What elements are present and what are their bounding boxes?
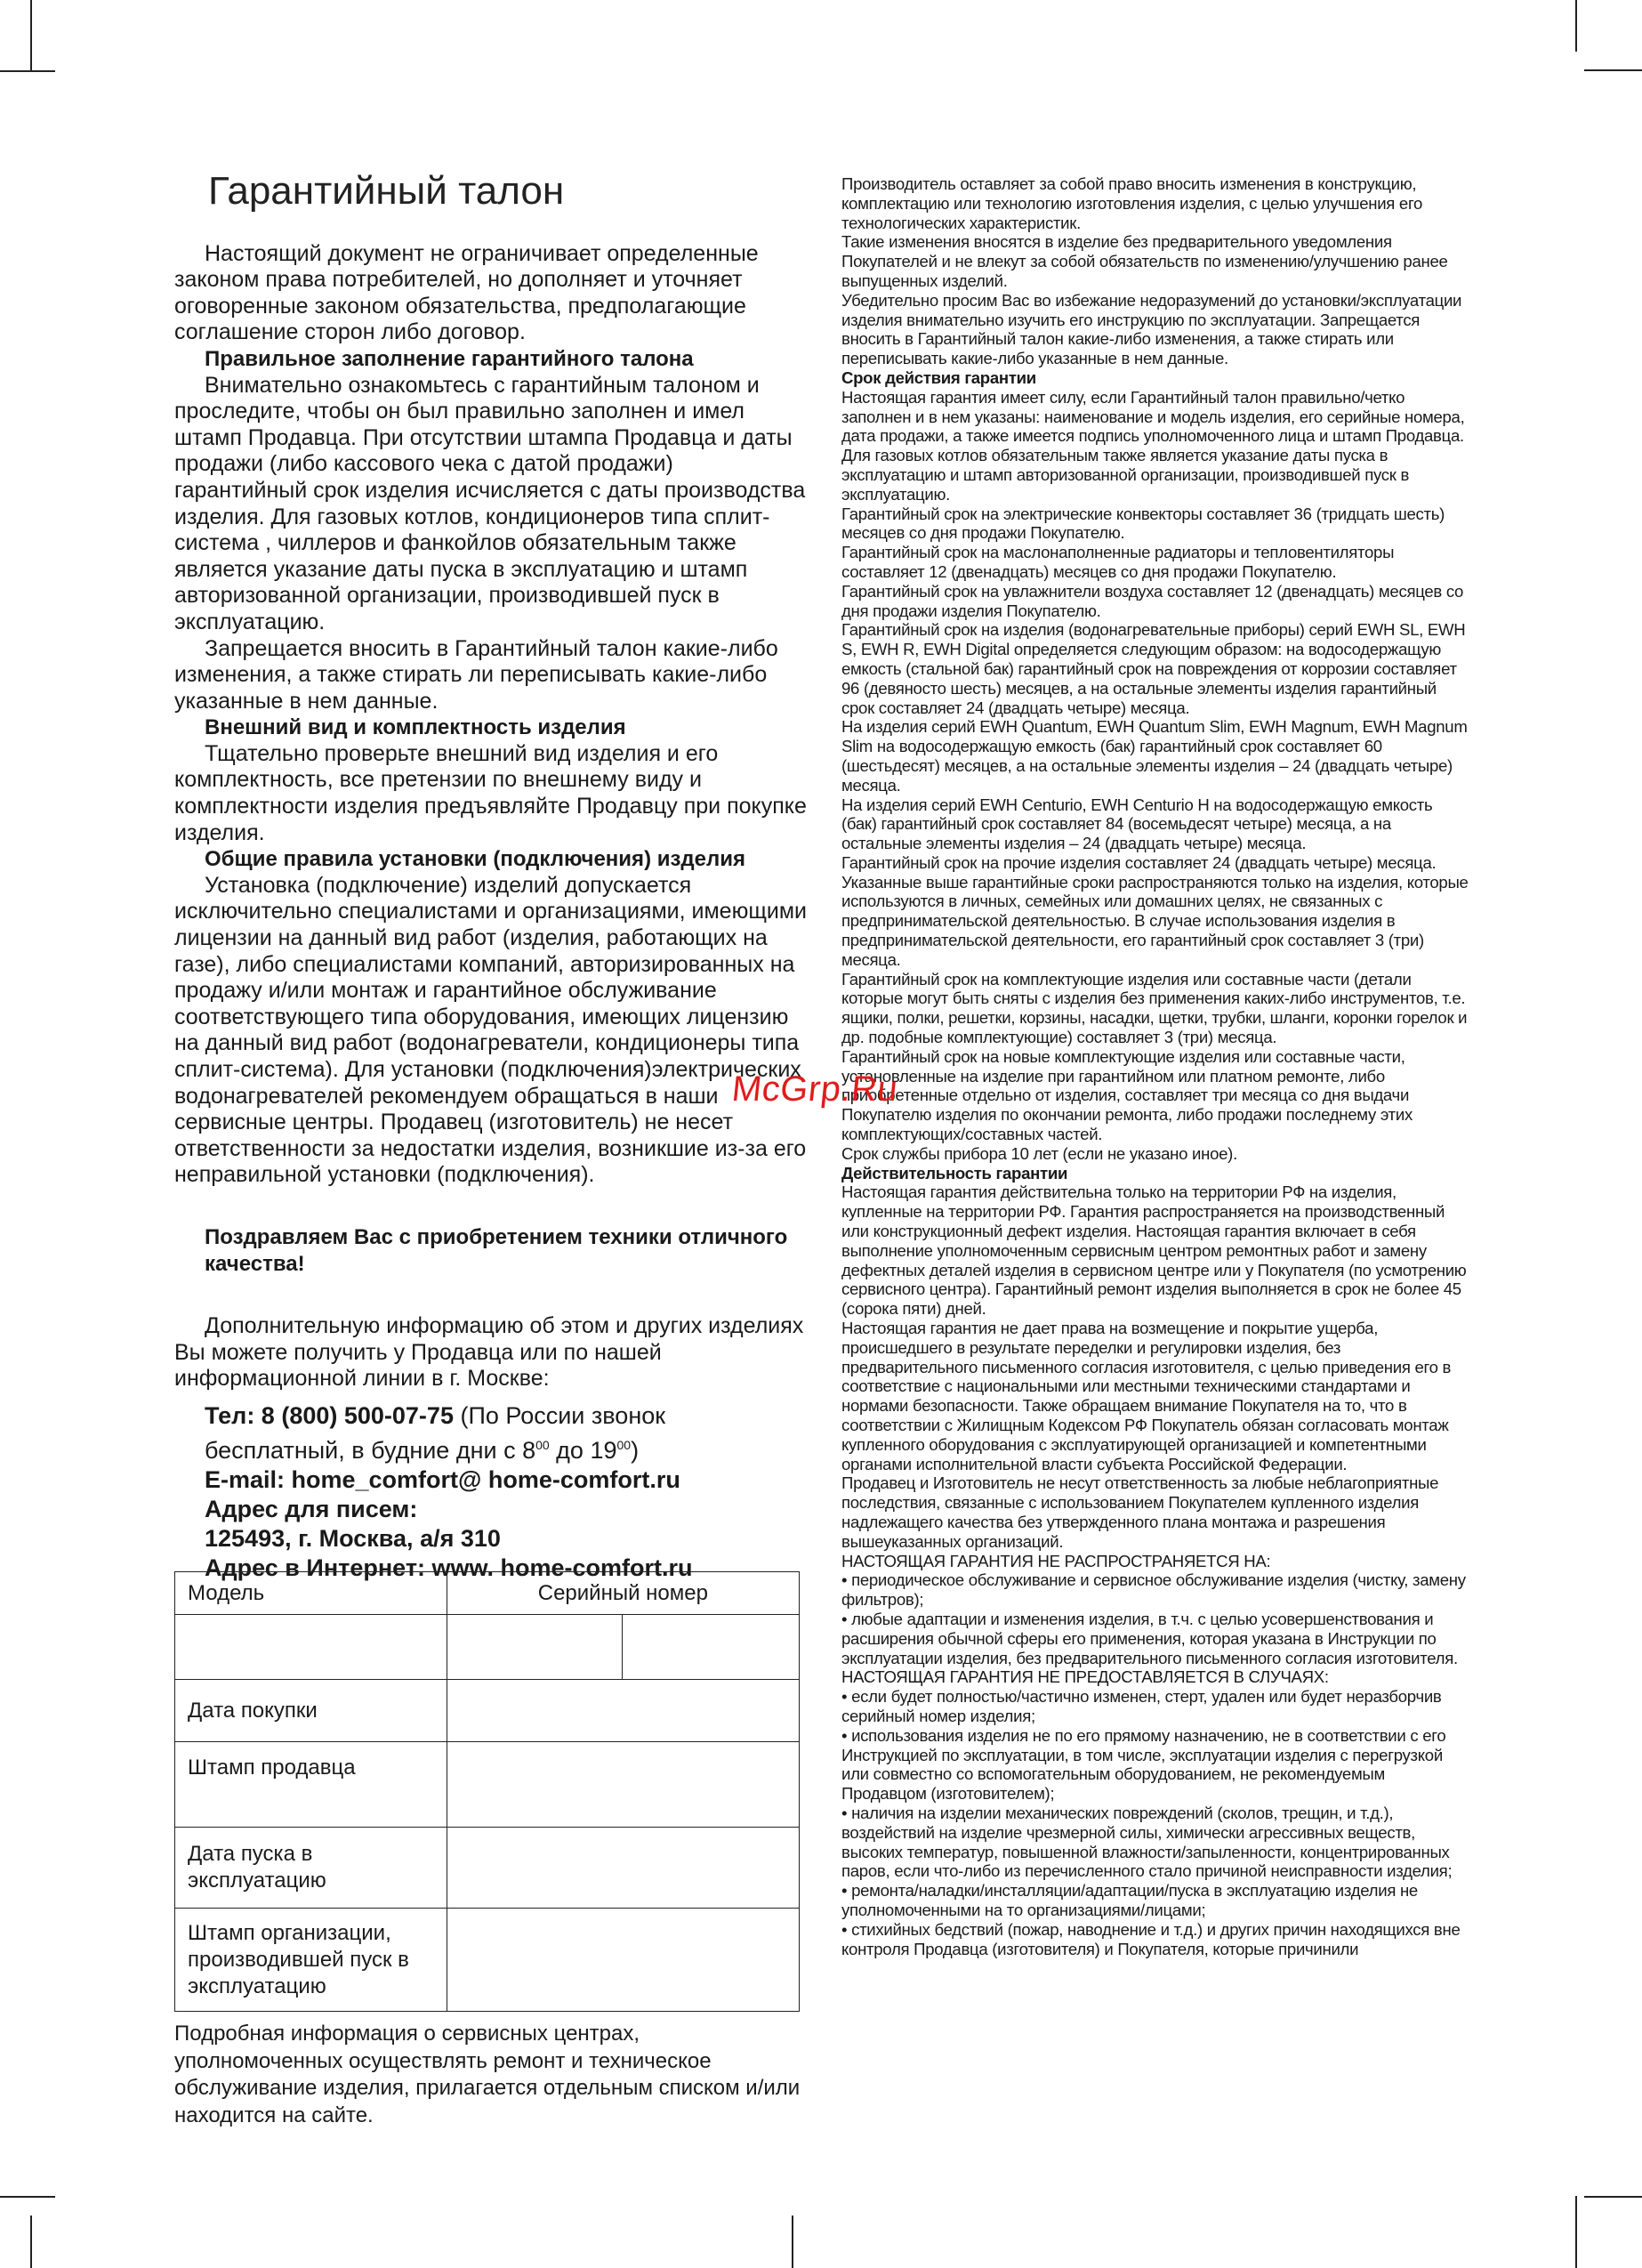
phone-line bbox=[205, 1401, 808, 1465]
right-paragraph: • любые адаптации и изменения изделия, в т.ч. с целью усовершенствования и расширения обычной сферы его применения, которая указана в Инструкции по эксплуатации изделия, без предварительного письменного согласия изготовителя. bbox=[841, 1609, 1458, 1667]
right-paragraph: На изделия серий EWH Centurio, EWH Centurio H на водосодержащую емкость (бак) гарантийный срок составляет 84 (восемьдесят четыре) месяца, а на остальные элементы изделия – 24 (двадцать четыре) месяца. bbox=[841, 795, 1433, 853]
right-paragraph: НАСТОЯЩАЯ ГАРАНТИЯ НЕ ПРЕДОСТАВЛЯЕТСЯ В СЛУЧАЯХ: bbox=[841, 1667, 1329, 1687]
section-paragraph: Тщательно проверьте внешний вид изделия и его комплектность, все претензии по внешнему виду и комплектности изделия предъявляйте Продавцу при покупке изделия. bbox=[174, 740, 807, 845]
form-entry-row bbox=[175, 1615, 800, 1680]
right-paragraph: Срок службы прибора 10 лет (если не указано иное). bbox=[841, 1143, 1237, 1163]
crop-mark bbox=[30, 0, 32, 71]
seller-stamp-field[interactable] bbox=[447, 1742, 799, 1828]
section-appearance bbox=[174, 714, 808, 846]
intro-paragraph: Настоящий документ не ограничивает определенные законом права потребителей, но дополняет и уточняет оговоренные законом обязательства, предполагающие соглашение сторон либо договор. bbox=[174, 240, 759, 345]
org-stamp-field[interactable] bbox=[447, 1909, 799, 2012]
crop-mark bbox=[30, 2216, 32, 2268]
hour-from-sup: 00 bbox=[535, 1437, 550, 1452]
address-label-line bbox=[205, 1495, 808, 1524]
section-paragraph: Установка (подключение) изделий допускается исключительно специалистами и организациями, имеющими лицензии на данный вид работ (изделия, работающих на газе), либо специалистами компаний, авторизированных на продажу и/или монтаж и гарантийное обслуживание соответствующего типа оборудования, имеющих лицензию на данный вид работ (водонагреватели, кондиционеры типа сплит-система). Для установки (подключения)электрических водонагревателей рекомендуем обращаться в наши сервисные центры. Продавец (изготовитель) не несет ответственности за недостатки изделия, возникшие из-за его неправильной установки (подключения). bbox=[174, 872, 808, 1188]
right-paragraph: Гарантийный срок на прочие изделия составляет 24 (двадцать четыре) месяца. Указанные выше гарантийные сроки распространяются только на изделия, которые используются в личных, семейных или домашних целях, не связанных с предпринимательской деятельностью. В случае использования изделия в предпринимательской деятельности, его гарантийный срок составляет 3 (три) месяца. bbox=[841, 852, 1469, 969]
crop-mark bbox=[792, 2216, 793, 2268]
seller-stamp-row bbox=[175, 1742, 800, 1828]
startup-date-field[interactable] bbox=[447, 1828, 799, 1909]
right-paragraph: • наличия на изделии механических повреждений (сколов, трещин, и т.д.), воздействий на изделие чрезмерной силы, химически агрессивных веществ, высоких температур, повышенной влажности/запыленности, концентрированных паров, если что-либо из перечисленного стало причиной неисправности изделия; bbox=[841, 1803, 1453, 1881]
page-title: Гарантийный талон bbox=[208, 169, 565, 213]
org-stamp-row bbox=[175, 1909, 800, 2012]
right-paragraph: Настоящая гарантия имеет силу, если Гарантийный талон правильно/четко заполнен и в нем указаны: наименование и модель изделия, его серийные номера, дата продажи, а также имеется подпись уполномоченного лица и штамп Продавца. Для газовых котлов обязательным также является указание даты пуска в эксплуатацию и штамп авторизованной организации, производившей пуск в эксплуатацию. bbox=[841, 387, 1465, 504]
section-paragraph: Внимательно ознакомьтесь с гарантийным талоном и проследите, чтобы он был правильно заполнен и имел штамп Продавца. При отсутствии штампа Продавца и даты продажи (либо кассового чека с датой продажи) гарантийный срок изделия исчисляется с даты производства изделия. Для газовых котлов, кондиционеров типа сплит-система , чиллеров и фанкойлов обязательным также является указание даты пуска в эксплуатацию и штамп авторизованной организации, производившей пуск в эксплуатацию. bbox=[174, 372, 806, 634]
right-section-heading: Срок действия гарантии bbox=[841, 367, 1036, 387]
more-info-paragraph: Дополнительную информацию об этом и других изделиях Вы можете получить у Продавца или по нашей информационной линии в г. Москве: bbox=[174, 1312, 804, 1392]
left-column bbox=[174, 169, 808, 1583]
phone-number[interactable]: Тел: 8 (800) 500-07-75 bbox=[205, 1401, 454, 1429]
phone-note-to: до 19 bbox=[549, 1436, 617, 1464]
purchase-date-label: Дата покупки bbox=[175, 1680, 447, 1742]
right-paragraph: Продавец и Изготовитель не несут ответственность за любые неблагоприятные последствия, связанные с использованием Покупателем купленного изделия надлежащего качества без утвержденного плана монтажа и разрешения вышеуказанных организаций. bbox=[841, 1473, 1439, 1551]
right-paragraph: Гарантийный срок на новые комплектующие изделия или составные части, установленные на изделие при гарантийном или платном ремонте, либо приобретенные отдельно от изделия, составляет три месяца со дня выдачи Покупателю изделия по окончании ремонта, либо продажи последнему этих комплектующих/составных частей. bbox=[841, 1046, 1413, 1144]
right-paragraph: • использования изделия не по его прямому назначению, не в соответствии с его Инструкцией по эксплуатации, в том числе, эксплуатации изделия с перегрузкой или совместно со вспомогательным оборудованием, не рекомендуемым Продавцом (изготовителем); bbox=[841, 1725, 1446, 1804]
email-text[interactable]: E-mail: home_comfort@ home-comfort.ru bbox=[205, 1465, 680, 1493]
address-label: Адрес для писем: bbox=[205, 1495, 418, 1522]
serial-field-1[interactable] bbox=[447, 1615, 623, 1680]
right-paragraph: Настоящая гарантия не дает права на возмещение и покрытие ущерба, происшедшего в результате переделки и регулировки изделия, без предварительного письменного согласия изготовителя, с целью приведения его в соответствие с национальными или местными техническими стандартами и нормами безопасности. Также обращаем внимание Покупателя на то, что в соответствии с Жилищным Кодексом РФ Покупатель обязан согласовать монтаж купленного оборудования с эксплуатирующей организацией и компетентными органами исполнительной власти субъекта Российской Федерации. bbox=[841, 1319, 1452, 1473]
purchase-date-field[interactable] bbox=[447, 1680, 799, 1742]
congratulations-text: Поздравляем Вас с приобретением техники отличного качества! bbox=[205, 1224, 788, 1276]
watermark-logo: McGrp.Ru bbox=[729, 1069, 900, 1109]
phone-note-end: ) bbox=[631, 1436, 640, 1464]
right-paragraph: Гарантийный срок на изделия (водонагревательные приборы) серий EWH SL, EWH S, EWH R, EWH Digital определяется следующим образом: на водосодержащую емкость (стальной бак) гарантийный срок на повреждения от коррозии составляет 96 (девяносто шесть) месяцев, а на остальные элементы изделия гарантийный срок составляет 24 (двадцать четыре) месяца. bbox=[841, 620, 1466, 717]
contacts-block bbox=[174, 1401, 808, 1583]
service-centers-note: Подробная информация о сервисных центрах, уполномоченных осуществлять ремонт и техническое обслуживание изделия, прилагается отдельным списком и/или находится на сайте. bbox=[174, 2022, 801, 2127]
right-paragraph: Гарантийный срок на электрические конвекторы составляет 36 (тридцать шесть) месяцев со дня продажи Покупателю. bbox=[841, 504, 1445, 543]
startup-date-row bbox=[175, 1828, 800, 1909]
crop-mark bbox=[1575, 2196, 1577, 2268]
crop-mark bbox=[1575, 0, 1577, 52]
org-stamp-label: Штамп организации, производившей пуск в эксплуатацию bbox=[175, 1909, 447, 2012]
right-column bbox=[841, 174, 1469, 1958]
right-paragraph: На изделия серий EWH Quantum, EWH Quantum Slim, EWH Magnum, EWH Magnum Slim на водосодержащую емкость (бак) гарантийный срок составляет 60 (шестьдесят) месяцев, а на остальные элементы изделия – 24 (двадцать четыре) месяца. bbox=[841, 717, 1468, 795]
warranty-form-table bbox=[174, 1571, 800, 2012]
right-paragraph: Гарантийный срок на маслонаполненные радиаторы и тепловентиляторы составляет 12 (двенадцать) месяцев со дня продажи Покупателю. bbox=[841, 543, 1395, 581]
email-line[interactable] bbox=[205, 1465, 808, 1495]
right-paragraph: Настоящая гарантия действительна только на территории РФ на изделия, купленные на территории РФ. Гарантия распространяется на производственный или конструкционный дефект изделия. Настоящая гарантия включает в себя выполнение уполномоченным сервисным центром ремонтных работ и замену дефектных деталей изделия в сервисном центре или у Покупателя (по усмотрению сервисного центра). Гарантийный ремонт изделия выполняется в срок не более 45 (сорока пяти) дней. bbox=[841, 1182, 1467, 1319]
serial-number-label: Серийный номер bbox=[447, 1572, 799, 1615]
hour-to-sup: 00 bbox=[616, 1437, 632, 1452]
right-paragraph: Производитель оставляет за собой право вносить изменения в конструкцию, комплектацию или технологию изготовления изделия, с целью улучшения его технологических характеристик. bbox=[841, 174, 1423, 232]
website-link[interactable]: Адрес в Интернет: www. home-comfort.ru bbox=[205, 1554, 693, 1581]
section-heading: Правильное заполнение гарантийного талона bbox=[205, 346, 694, 371]
purchase-date-row bbox=[175, 1680, 800, 1742]
right-section-heading: Действительность гарантии bbox=[841, 1163, 1068, 1182]
address-text: 125493, г. Москва, а/я 310 bbox=[205, 1524, 501, 1552]
right-paragraph: • ремонта/наладки/инсталляции/адаптации/пуска в эксплуатацию изделия не уполномоченными на то организациями/лицами; bbox=[841, 1881, 1418, 1919]
phone-note: (По России звонок бесплатный, в будние дни с 8 bbox=[205, 1401, 666, 1464]
right-paragraph: • стихийных бедствий (пожар, наводнение и т.д.) и других причин находящихся вне контроля Продавца (изготовителя) и Покупателя, которые причинили bbox=[841, 1919, 1461, 1958]
right-paragraph: • периодическое обслуживание и сервисное обслуживание изделия (чистку, замену фильтров); bbox=[841, 1570, 1466, 1610]
model-label: Модель bbox=[175, 1572, 447, 1615]
crop-mark bbox=[0, 70, 55, 72]
right-paragraph: Гарантийный срок на комплектующие изделия или составные части (детали которые могут быть сняты с изделия без применения каких-либо инструментов, т.е. ящики, полки, решетки, корзины, насадки, щетки, трубки, шланги, коронки горелок и др. подобные комплектующие) составляет 3 (три) месяца. bbox=[841, 969, 1468, 1047]
crop-mark bbox=[0, 2196, 55, 2198]
right-paragraph: • если будет полностью/частично изменен, стерт, удален или будет неразборчив серийный номер изделия; bbox=[841, 1687, 1442, 1725]
crop-mark bbox=[1584, 69, 1642, 71]
crop-mark bbox=[1584, 2196, 1642, 2198]
section-heading: Внешний вид и комплектность изделия bbox=[205, 715, 626, 740]
seller-stamp-label: Штамп продавца bbox=[175, 1742, 447, 1828]
serial-field-2[interactable] bbox=[623, 1615, 800, 1680]
right-paragraph: Такие изменения вносятся в изделие без предварительного уведомления Покупателей и не влекут за собой обязательств по изменению/улучшению ранее выпущенных изделий. bbox=[841, 232, 1448, 290]
address-line bbox=[205, 1524, 808, 1554]
startup-date-label: Дата пуска в эксплуатацию bbox=[175, 1828, 447, 1909]
section-heading: Общие правила установки (подключения) изделия bbox=[205, 847, 745, 872]
right-paragraph: НАСТОЯЩАЯ ГАРАНТИЯ НЕ РАСПРОСТРАНЯЕТСЯ НА: bbox=[841, 1551, 1271, 1570]
model-field[interactable] bbox=[175, 1615, 447, 1680]
right-paragraph: Гарантийный срок на увлажнители воздуха составляет 12 (двенадцать) месяцев со дня продажи изделия Покупателю. bbox=[841, 581, 1464, 620]
section-filling bbox=[174, 346, 808, 714]
section-paragraph: Запрещается вносить в Гарантийный талон какие-либо изменения, а также стирать ли переписывать какие-либо указанные в нем данные. bbox=[174, 635, 778, 714]
form-header-row bbox=[175, 1572, 800, 1615]
section-installation bbox=[174, 846, 808, 1189]
right-paragraph: Убедительно просим Вас во избежание недоразумений до установки/эксплуатации изделия внимательно изучить его инструкцию по эксплуатации. Запрещается вносить в Гарантийный талон какие-либо изменения, а также стирать или переписывать какие-либо указанные в нем данные. bbox=[841, 290, 1462, 368]
